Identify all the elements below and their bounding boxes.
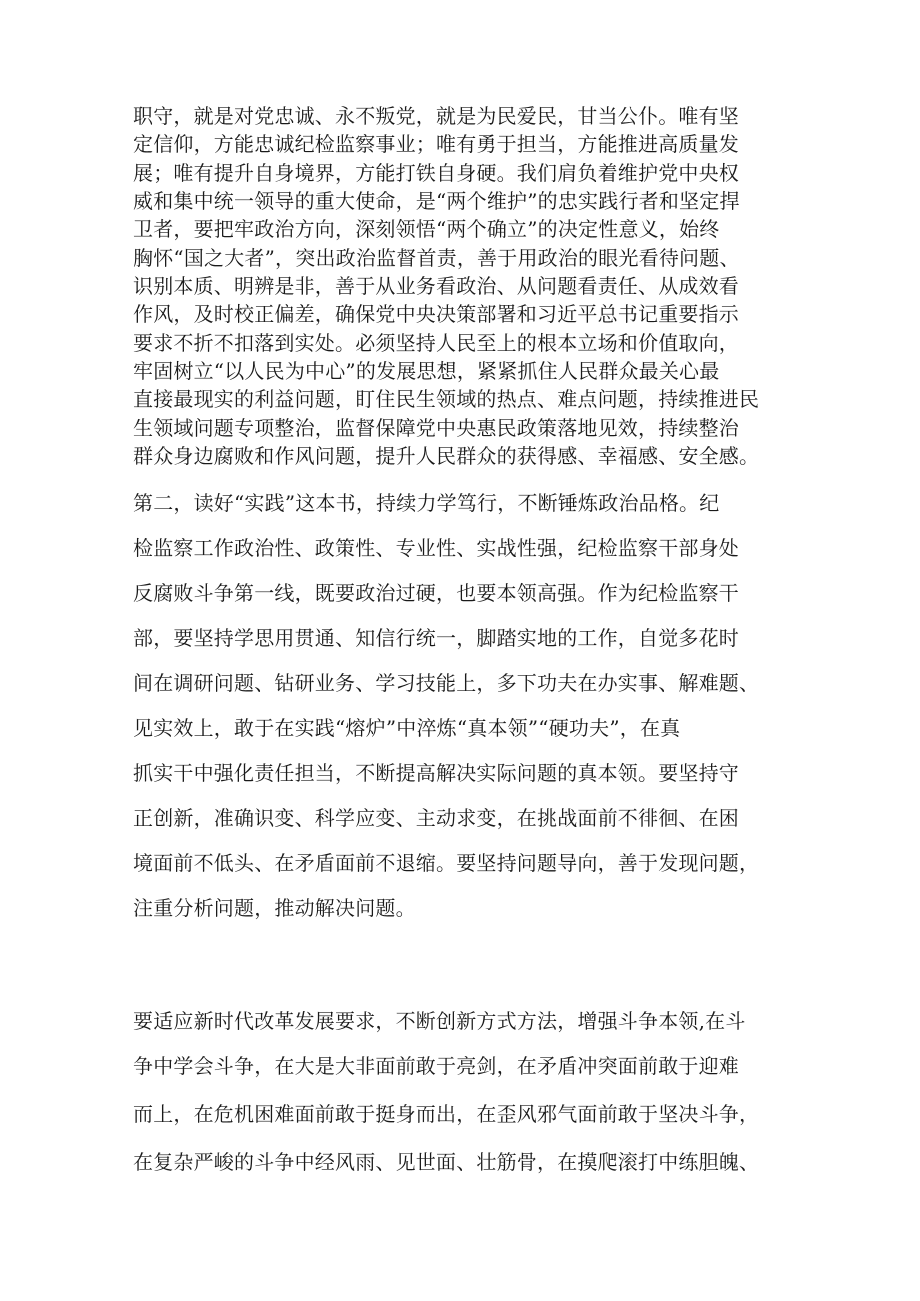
paragraph-line: 注重分析问题，推动解决问题。 xyxy=(133,896,416,920)
paragraph-line: 定信仰，方能忠诚纪检监察事业；唯有勇于担当，方能推进高质量发 xyxy=(133,132,739,156)
paragraph-line: 要求不折不扣落到实处。必须坚持人民至上的根本立场和价值取向， xyxy=(133,331,739,355)
paragraph-line: 在复杂严峻的斗争中经风雨、见世面、壮筋骨，在摸爬滚打中练胆魄、 xyxy=(133,1150,760,1174)
paragraph-line: 正创新，准确识变、科学应变、主动求变，在挑战面前不徘徊、在困 xyxy=(133,806,739,830)
paragraph-line: 见实效上，敢于在实践“熔炉”中淬炼“真本领”“硬功夫”，在真 xyxy=(133,716,681,740)
paragraph-line: 胸怀“国之大者”，突出政治监督首责，善于用政治的眼光看待问题、 xyxy=(133,246,740,270)
paragraph-line: 作风，及时校正偏差，确保党中央决策部署和习近平总书记重要指示 xyxy=(133,302,739,326)
paragraph-line: 职守，就是对党忠诚、永不叛党，就是为民爱民，甘当公仆。唯有坚 xyxy=(133,104,739,128)
paragraph-line: 争中学会斗争，在大是大非面前敢于亮剑，在矛盾冲突面前敢于迎难 xyxy=(133,1054,739,1078)
paragraph-line: 生领域问题专项整治，监督保障党中央惠民政策落地见效，持续整治 xyxy=(133,416,739,440)
paragraph-line: 威和集中统一领导的重大使命，是“两个维护”的忠实践行者和坚定捍 xyxy=(133,189,740,213)
paragraph-line: 境面前不低头、在矛盾面前不退缩。要坚持问题导向，善于发现问题， xyxy=(133,851,760,875)
paragraph-line: 识别本质、明辨是非，善于从业务看政治、从问题看责任、从成效看 xyxy=(133,274,739,298)
paragraph-line: 抓实干中强化责任担当，不断提高解决实际问题的真本领。要坚持守 xyxy=(133,761,739,785)
paragraph-line: 部，要坚持学思用贯通、知信行统一，脚踏实地的工作，自觉多花时 xyxy=(133,626,739,650)
paragraph-line: 卫者，要把牢政治方向，深刻领悟“两个确立”的决定性意义，始终 xyxy=(133,217,720,241)
paragraph-line: 牢固树立“以人民为中心”的发展思想，紧紧抓住人民群众最关心最 xyxy=(133,359,720,383)
paragraph-line: 第二，读好“实践”这本书，持续力学笃行，不断锤炼政治品格。纪 xyxy=(133,491,720,515)
paragraph-line: 群众身边腐败和作风问题，提升人民群众的获得感、幸福感、安全感。 xyxy=(133,444,760,468)
paragraph-line: 反腐败斗争第一线，既要政治过硬，也要本领高强。作为纪检监察干 xyxy=(133,581,739,605)
paragraph-line: 展；唯有提升自身境界，方能打铁自身硬。我们肩负着维护党中央权 xyxy=(133,161,739,185)
paragraph-line: 直接最现实的利益问题，盯住民生领域的热点、难点问题，持续推进民 xyxy=(133,387,760,411)
paragraph-line: 要适应新时代改革发展要求，不断创新方式方法，增强斗争本领,在斗 xyxy=(133,1009,746,1033)
paragraph-line: 检监察工作政治性、政策性、专业性、实战性强，纪检监察干部身处 xyxy=(133,536,739,560)
paragraph-line: 而上，在危机困难面前敢于挺身而出，在歪风邪气面前敢于坚决斗争， xyxy=(133,1102,760,1126)
paragraph-line: 间在调研问题、钻研业务、学习技能上，多下功夫在办实事、解难题、 xyxy=(133,671,760,695)
